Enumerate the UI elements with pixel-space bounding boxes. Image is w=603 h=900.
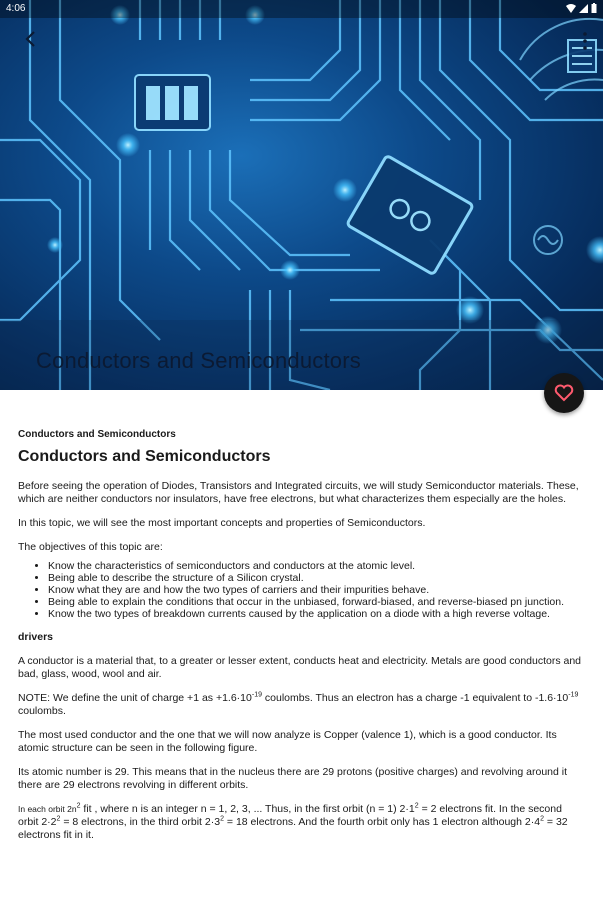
list-item: • Know the two types of breakdown currents caused by the application on a diode with a high reverse voltage. (48, 608, 585, 620)
chip-center (347, 155, 474, 274)
favorite-button[interactable] (544, 373, 584, 413)
more-vert-icon[interactable] (579, 30, 591, 52)
breadcrumb-title: Conductors and Semiconductors (18, 429, 176, 440)
battery-icon (591, 3, 597, 13)
arrow-back-icon[interactable] (20, 28, 42, 50)
section-title: drivers (18, 631, 54, 643)
wifi-icon (566, 4, 576, 13)
list-item: • Know the characteristics of semiconductors and conductors at the atomic level. (48, 560, 585, 572)
atomic-number-paragraph: Its atomic number is 29. This means that in the nucleus there are 29 protons (positive charges) and revolving around it there are 29 electrons revolving in different orbits. (18, 766, 568, 791)
objectives-list (18, 560, 585, 620)
circuit-board-illustration (0, 0, 603, 390)
intro-paragraph: Before seeing the operation of Diodes, Transistors and Integrated circuits, we will study Semiconductor materials. These, which are neither conductors nor insulators, have free electrons, but what characterizes them especially are the holes. (18, 480, 579, 505)
orbit-paragraph: In each orbit $2n^2$ fit , where n is an integer n = 1, 2, 3, ... Thus, in the first orbit (n = 1) $2\cdot 1^2 = 2$ electrons fit. In the second orbit $2\cdot 2^2 = 8$ electrons, in the third orbit $2\cdot 3^2 = 18$ electrons. And the fourth orbit only has 1 electron although $2\cdot 4^2 = 32$ electrons fit in it. (18, 802, 568, 841)
hero-image (0, 0, 603, 390)
list-item: • Know what they are and how the two types of carriers and their impurities behave. (48, 584, 585, 596)
glow-dots (47, 5, 603, 344)
objectives-intro: The objectives of this topic are: (18, 541, 163, 553)
list-item: • Being able to explain the conditions that occur in the unbiased, forward-biased, and reverse-biased pn junction. (48, 596, 585, 608)
status-icons (566, 3, 597, 13)
topic-paragraph: In this topic, we will see the most important concepts and properties of Semiconductors. (18, 517, 426, 529)
heart-outline-icon (554, 384, 574, 402)
copper-paragraph: The most used conductor and the one that we will now analyze is Copper (valence 1), which is a good conductor. Its atomic structure can be seen in the following figure. (18, 729, 557, 754)
article-heading: Conductors and Semiconductors (18, 448, 271, 465)
note-paragraph: NOTE: We define the unit of charge +1 as $+1.6\cdot 10^{-19}$ coulombs. Thus an electron has a charge -1 equivalent to $-1.6\cdot 10^{-19}$ coulombs. (18, 691, 579, 717)
signal-icon (579, 4, 588, 13)
status-bar (0, 0, 603, 18)
conductor-paragraph: A conductor is a material that, to a greater or lesser extent, conducts heat and electricity. Metals are good conductors and bad, glass, wood, wool and air. (18, 655, 582, 680)
list-item: • Being able to describe the structure of a Silicon crystal. (48, 572, 585, 584)
status-time: 4:06 (6, 3, 26, 14)
chip-left (135, 75, 210, 130)
article-content (18, 428, 585, 853)
hero-title: Conductors and Semiconductors (36, 348, 361, 373)
